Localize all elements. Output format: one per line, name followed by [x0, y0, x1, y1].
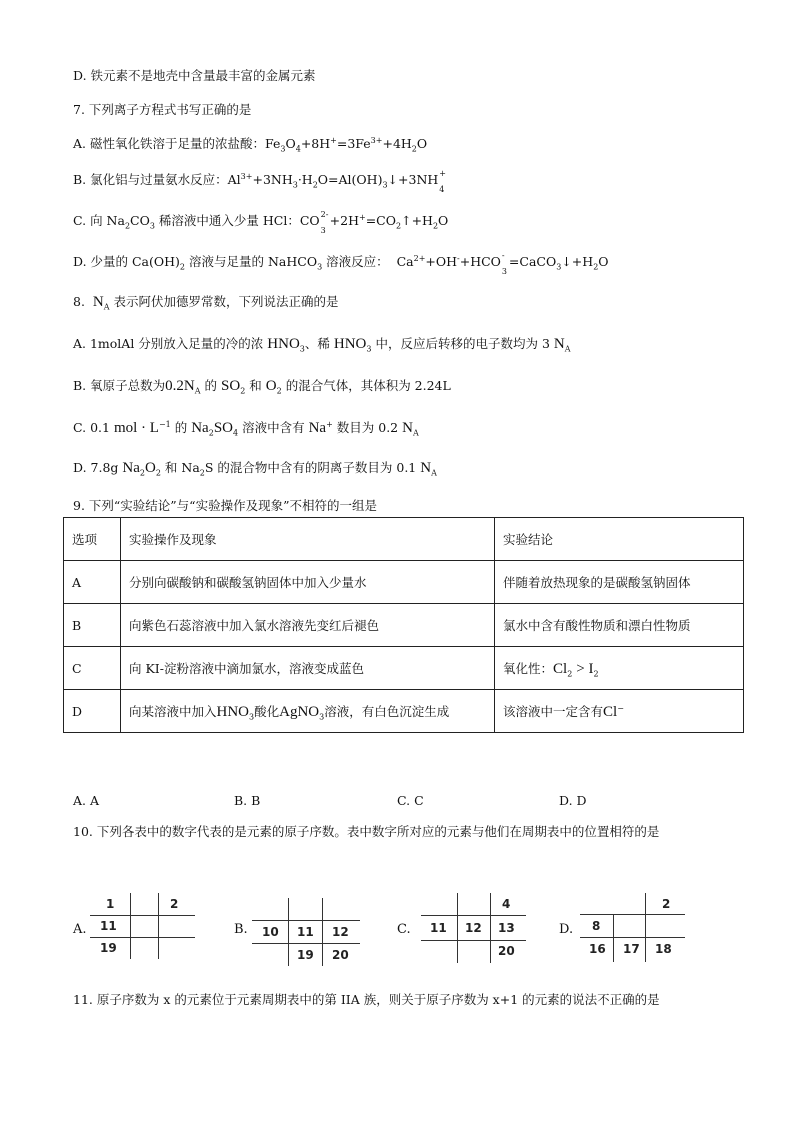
- option-label: D.: [559, 922, 574, 937]
- element-number: 16: [589, 942, 606, 956]
- q11-stem: 11. 原子序数为 x 的元素位于元素周期表中的第 IIA 族，则关于原子序数为 x+1 的元素的说法不正确的是: [73, 992, 660, 1007]
- q10-stem: 10. 下列各表中的数字代表的是元素的原子序数。表中数字所对应的元素与他们在周期表中的位置相符的是: [73, 824, 660, 839]
- row-option: C: [64, 647, 121, 690]
- row-option: B: [64, 604, 121, 647]
- option-label: B.: [234, 922, 248, 937]
- q8-option-a: A. 1molAl 分别放入足量的冷的浓 $HNO_3$、稀 $HNO_3$ 中，反应后转移的电子数均为 3 $N_A$: [73, 336, 571, 354]
- q9-choice-c: C. C: [397, 793, 424, 808]
- element-number: 8: [592, 919, 601, 933]
- row-operation: 向紫色石蕊溶液中加入氯水溶液先变红后褪色: [121, 604, 495, 647]
- header-operation: 实验操作及现象: [121, 518, 495, 561]
- table-row: [64, 561, 744, 604]
- element-number: 20: [332, 948, 349, 962]
- element-number: 11: [100, 919, 117, 933]
- q9-choice-d: D. D: [559, 793, 587, 808]
- element-number: 13: [498, 921, 515, 935]
- q9-choice-a: A. A: [73, 793, 100, 808]
- option-label: A.: [73, 922, 87, 937]
- element-number: 11: [297, 925, 314, 939]
- element-number: 12: [465, 921, 482, 935]
- element-number: 18: [655, 942, 672, 956]
- q9-choice-b: B. B: [234, 793, 261, 808]
- row-conclusion: 氧化性：$Cl_2 > I_2$: [495, 647, 744, 690]
- option-label: C.: [397, 922, 411, 937]
- q8-option-c: C. 0.1 mol · $L^{-1}$ 的 $Na_2SO_4$ 溶液中含有 Na+ 数目为 0.2 $N_A$: [73, 419, 419, 438]
- table-header-row: [64, 518, 744, 561]
- experiment-table: [63, 517, 744, 733]
- q7-option-d: D. 少量的 $Ca(OH)_2$ 溶液与足量的 NaHCO$_3$ 溶液反应： $Ca^{2+}+OH^-+HCO$ - 3 $=CaCO_3↓+H_2O$: [73, 251, 609, 276]
- row-conclusion: 氯水中含有酸性物质和漂白性物质: [495, 604, 744, 647]
- row-conclusion: 该溶液中一定含有Cl−: [495, 690, 744, 733]
- q7-option-c: C. 向 $Na_2CO_3$ 稀溶液中通入少量 HCl：CO 2- 3 $+2H^+=CO_2↑+H_2O$: [73, 210, 449, 235]
- element-number: 19: [297, 948, 314, 962]
- q7-option-b: B. 氯化铝与过量氨水反应：$Al^{3+}+3NH_3\cdot H_2O=Al(OH)_3↓+3NH$ + 4: [73, 169, 446, 194]
- element-number: 11: [430, 921, 447, 935]
- element-number: 2: [662, 897, 671, 911]
- row-operation: 向某溶液中加入$HNO_3$酸化AgNO$_3$溶液，有白色沉淀生成: [121, 690, 495, 733]
- table-row: [64, 690, 744, 733]
- row-operation: 分别向碳酸钠和碳酸氢钠固体中加入少量水: [121, 561, 495, 604]
- table-row: [64, 647, 744, 690]
- element-number: 1: [106, 897, 115, 911]
- q7-stem: 7. 下列离子方程式书写正确的是: [73, 102, 252, 117]
- element-number: 19: [100, 941, 117, 955]
- row-option: D: [64, 690, 121, 733]
- element-number: 20: [498, 944, 515, 958]
- element-number: 4: [502, 897, 511, 911]
- header-option: 选项: [64, 518, 121, 561]
- q8-option-d: D. 7.8g $Na_2O_2$ 和 $Na_2S$ 的混合物中含有的阴离子数目为 0.1 $N_A$: [73, 460, 437, 478]
- q9-stem: 9. 下列“实验结论”与“实验操作及现象”不相符的一组是: [73, 498, 377, 513]
- q8-option-b: B. 氧原子总数为$0.2N_A$ 的 $SO_2$ 和 $O_2$ 的混合气体，其体积为 2.24L: [73, 378, 451, 396]
- row-conclusion: 伴随着放热现象的是碳酸氢钠固体: [495, 561, 744, 604]
- row-operation: 向 KI-淀粉溶液中滴加氯水，溶液变成蓝色: [121, 647, 495, 690]
- row-option: A: [64, 561, 121, 604]
- element-number: 17: [623, 942, 640, 956]
- element-number: 10: [262, 925, 279, 939]
- header-conclusion: 实验结论: [495, 518, 744, 561]
- element-number: 12: [332, 925, 349, 939]
- table-row: [64, 604, 744, 647]
- q8-stem: 8. $N_A$ 表示阿伏加德罗常数，下列说法正确的是: [73, 294, 339, 312]
- element-number: 2: [170, 897, 179, 911]
- q7-option-a: A. 磁性氧化铁溶于足量的浓盐酸：$Fe_3O_4+8H^+=3Fe^{3+}+4H_2O$: [73, 135, 428, 154]
- q6-option-d: D. 铁元素不是地壳中含量最丰富的金属元素: [73, 68, 316, 83]
